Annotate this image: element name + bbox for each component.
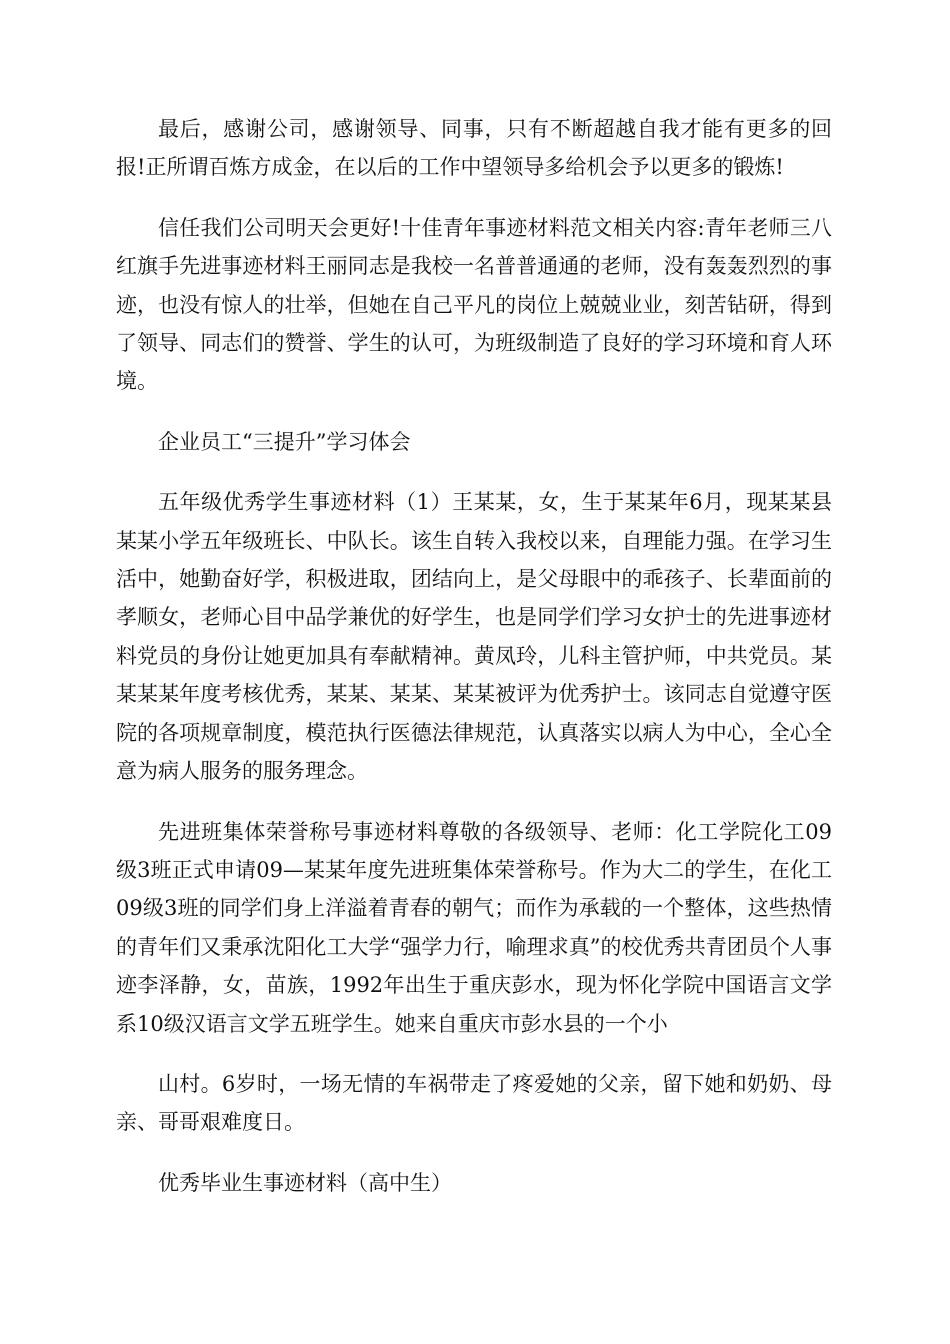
document-body (116, 110, 832, 1224)
paragraph-advanced-class: 先进班集体荣誉称号事迹材料尊敬的各级领导、老师：化工学院化工09级3班正式申请09—某某年度先进班集体荣誉称号。作为大二的学生，在化工09级3班的同学们身上洋溢着青春的朝气；而作为承载的一个整体，这些热情的青年们又秉承沈阳化工大学“强学力行，喻理求真”的校优秀共青团员个人事迹李泽静，女，苗族，1992年出生于重庆彭水，现为怀化学院中国语言文学系10级汉语言文学五班学生。她来自重庆市彭水县的一个小 (116, 819, 832, 1036)
paragraph-excellent-student: 五年级优秀学生事迹材料（1）王某某，女，生于某某年6月，现某某县某某小学五年级班长、中队长。该生自转入我校以来，自理能力强。在学习生活中，她勤奋好学，积极进取，团结向上，是父母眼中的乖孩子、长辈面前的孝顺女，老师心目中品学兼优的好学生，也是同学们学习女护士的先进事迹材料党员的身份让她更加具有奉献精神。黄凤玲，儿科主管护师，中共党员。某某某某年度考核优秀，某某、某某、某某被评为优秀护士。该同志自觉遵守医院的各项规章制度，模范执行医德法律规范，认真落实以病人为中心，全心全意为病人服务的服务理念。 (116, 490, 832, 784)
heading-employee-study: 企业员工“三提升”学习体会 (158, 429, 411, 454)
paragraph-trust-company: 信任我们公司明天会更好!十佳青年事迹材料范文相关内容:青年老师三八红旗手先进事迹材料王丽同志是我校一名普普通通的老师，没有轰轰烈烈的事迹，也没有惊人的壮举，但她在自己平凡的岗位上兢兢业业，刻苦钻研，得到了领导、同志们的赞誉、学生的认可，为班级制造了良好的学习环境和育人环境。 (116, 215, 832, 394)
paragraph-thanks: 最后，感谢公司，感谢领导、同事，只有不断超越自我才能有更多的回报!正所谓百炼方成金，在以后的工作中望领导多给机会予以更多的锻炼! (116, 117, 832, 180)
paragraph-mountain-village: 山村。6岁时，一场无情的车祸带走了疼爱她的父亲，留下她和奶奶、母亲、哥哥艰难度日。 (116, 1071, 832, 1135)
heading-excellent-graduate: 优秀毕业生事迹材料（高中生） (158, 1170, 452, 1195)
